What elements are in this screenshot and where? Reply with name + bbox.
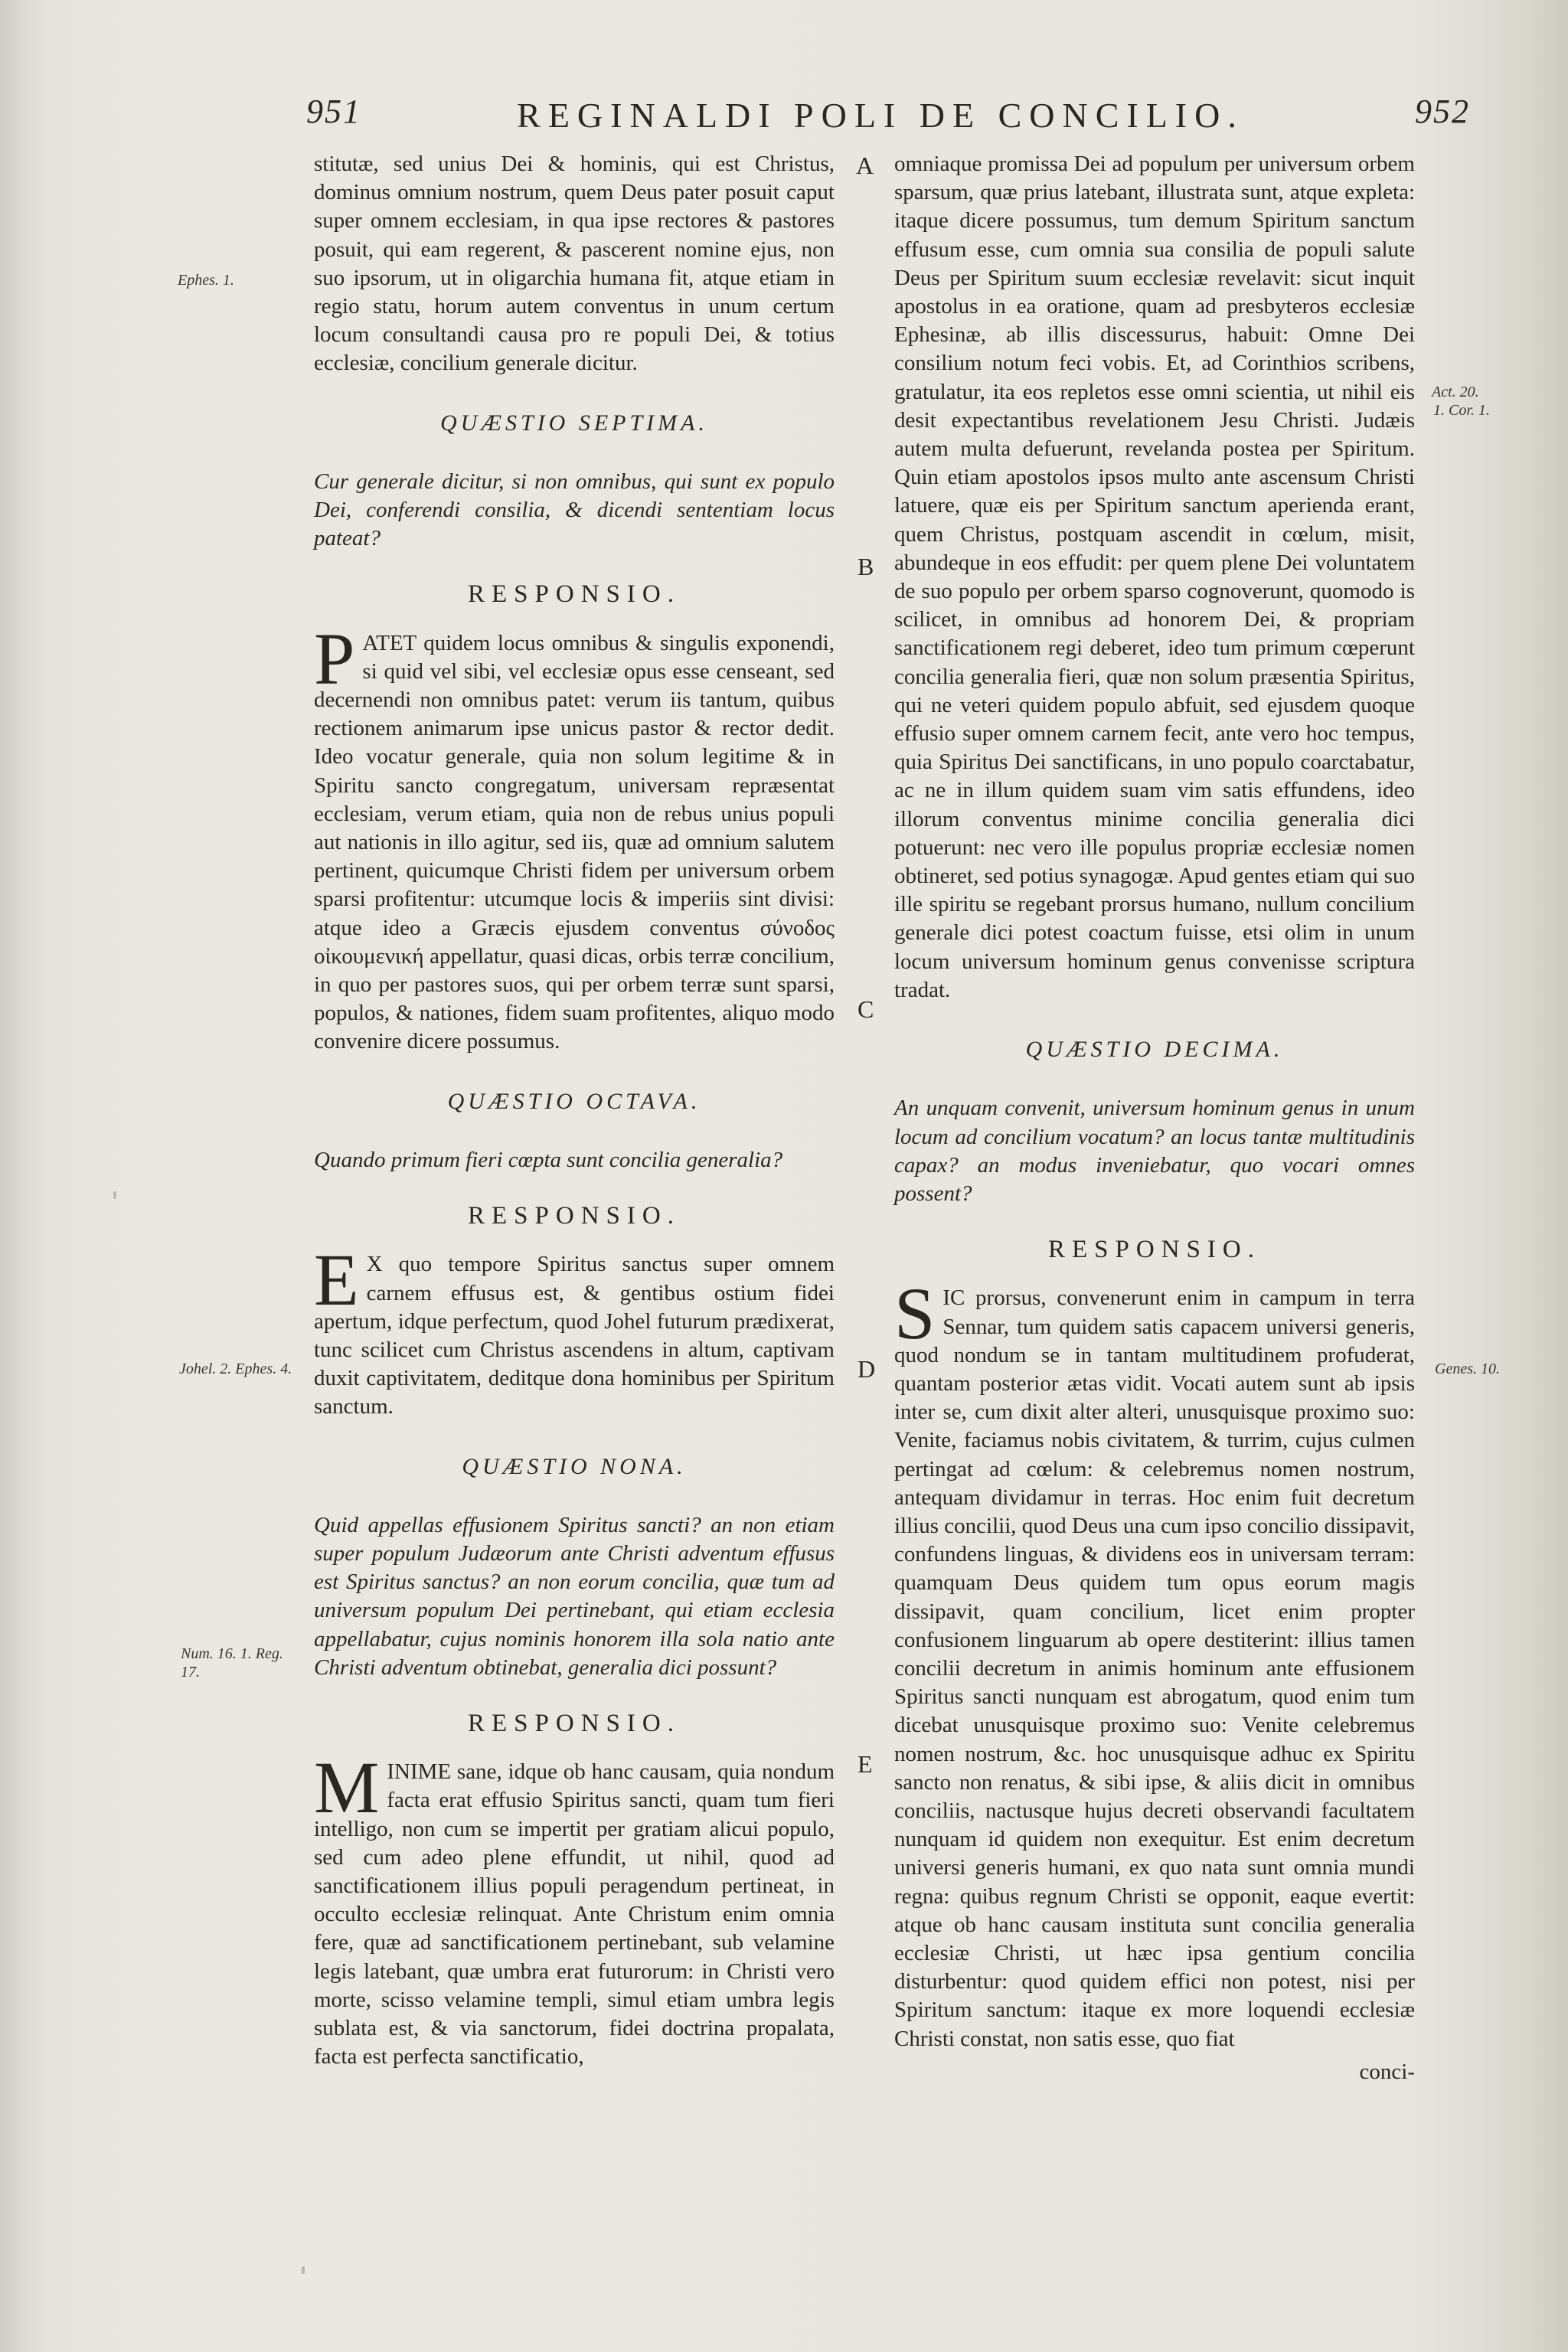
- page-number-left: 951: [306, 93, 361, 130]
- question-10-title: QUÆSTIO DECIMA.: [1025, 1037, 1284, 1063]
- question-10-text: An unquam convenit, universum hominum genus in unum locum ad concilium vocatum? an locus tantæ multitudinis capax? an modus inveniebatur, quo vocari omnes possent?: [894, 1096, 1415, 1206]
- section-mark-e: E: [858, 1750, 873, 1778]
- margin-note-joel: Johel. 2. Ephes. 4.: [179, 1361, 292, 1377]
- drop-cap: S: [894, 1272, 936, 1355]
- right-column: [894, 150, 1415, 2086]
- section-mark-a: A: [856, 152, 874, 179]
- response-2-title: RESPONSIO.: [468, 1202, 681, 1230]
- margin-note-num: Num. 16. 1. Reg. 17.: [181, 1645, 283, 1681]
- response-1-title: RESPONSIO.: [468, 580, 681, 609]
- question-9-text: Quid appellas effusionem Spiritus sancti? an non etiam super populum Judæorum ante Christi adventum effusus est Spiritus sanctus? an non eorum concilia, quæ tum ad universum populum Dei pertinebant, qui etiam ecclesia appellabatur, cujus nominis honorem illa sola natio ante Christi adventum obtinebat, generalia dici possunt?: [314, 1512, 835, 1680]
- margin-note-genes: Genes. 10.: [1435, 1361, 1500, 1377]
- running-head: [306, 92, 1470, 138]
- question-8-title: QUÆSTIO OCTAVA.: [447, 1088, 701, 1114]
- section-mark-c: C: [858, 995, 874, 1023]
- margin-note-act: Act. 20.: [1432, 384, 1479, 400]
- left-column: [314, 150, 835, 2071]
- response-3-title: RESPONSIO.: [468, 1709, 681, 1737]
- margin-note-cor: 1. Cor. 1.: [1433, 402, 1490, 419]
- drop-cap: M: [314, 1746, 380, 1829]
- response-1-body: [314, 617, 835, 1057]
- response-4-body: [894, 1272, 1415, 2053]
- running-title: REGINALDI POLI DE CONCILIO.: [517, 96, 1244, 135]
- response-4-title: RESPONSIO.: [1048, 1236, 1261, 1264]
- drop-cap: P: [314, 617, 355, 700]
- section-mark-d: D: [858, 1355, 876, 1383]
- paragraph: omniaque promissa Dei ad populum per universum orbem sparsum, quæ prius latebant, illustrata sunt, atque expleta: itaque dicere possumus, tum demum Spiritum sanctum effusum esse, cum omnia sua consilia de populi salute Deus per Spiritum suum ecclesiæ revelavit: sicut inquit apostolus in ea oratione, quam ad presbyteros ecclesiæ Ephesinæ, ab illis discessurus, habuit: Omne Dei consilium notum feci vobis. Et, ad Corinthios scribens, gratulatur, ita eos repletos esse omni scientia, ut nihil eis desit expectantibus revelationem Jesu Christi. Judæis autem multa defuerunt, revelanda postea per Spiritum. Quin etiam apostolos ipsos multo ante ascensum Christi latuere, quæ eis per Spiritum sanctum aperienda erant, quem Christus, postquam ascendit in cœlum, misit, abundeque in eos effudit: per quem plene Dei voluntatem de suo populo per orbem sparso cognoverunt, quomodo is scilicet, in omnibus ad honorem Dei, & propriam sanctificationem regi deberet, ideo tum primum cœperunt concilia generalia fieri, quæ non solum præsentia Spiritus, qui ne veteri quidem populo abfuit, sed ejusdem quoque effusio super omnem carnem fecit, ante vero hoc tempus, quia Spiritus Dei sanctificans, in uno populo coarctabatur, ac ne in illum quidem suam vim satis effundens, ideo illorum conventus minime concilia generalia dici potuerunt: nec vero ille populus propriæ ecclesiæ nomen obtineret, sed potius synagogæ. Apud gentes etiam qui suo ille spiritu se regebant prorsus humano, nullum concilium generale dici potest coactum fuisse, etsi olim in unum locum universum hominum genus convenisse scriptura tradat.: [894, 152, 1415, 1002]
- catchword: conci-: [1359, 2059, 1415, 2084]
- response-1-text: ATET quidem locus omnibus & singulis exponendi, si quid vel sibi, vel ecclesiæ opus esse censeant, sed decernendi non omnibus patet: verum iis tantum, quibus rectionem animarum ipse unicus pastor & rector dedit. Ideo vocatur generale, quia non solum legitime & in Spiritu sancto congregatum, universam repræsentat ecclesiam, verum etiam, quia non de rebus unius populi aut nationis in illo agitur, sed iis, quæ ad omnium salutem pertinent, quicumque Christi fidem per universum orbem sparsi profitentur: utcumque locis & imperiis sint divisi: atque ideo a Græcis ejusdem conventus σύνοδος οἰκουμενική appellatur, quasi dicas, orbis terræ concilium, in quo per pastores suos, qui per orbem terræ sunt sparsi, populos, & nationes, fidem suam profitentes, aliquo modo convenire dicere possumus.: [314, 630, 835, 1054]
- response-2-body: [314, 1239, 835, 1421]
- paper-speck: [113, 1191, 116, 1199]
- section-mark-b: B: [858, 553, 874, 580]
- drop-cap: E: [314, 1239, 359, 1321]
- question-8-text: Quando primum fieri cœpta sunt concilia generalia?: [314, 1147, 783, 1172]
- paragraph: stitutæ, sed unius Dei & hominis, qui est Christus, dominus omnium nostrum, quem Deus pater posuit caput super omnem ecclesiam, in qua ipse rectores & pastores posuit, qui eam regerent, & pascerent nomine ejus, non suo ipsorum, ut in oligarchia humana fit, atque etiam in regio statu, horum autem conventus in unum certum locum consultandi causa pro re populi Dei, & totius ecclesiæ, concilium generale dicitur.: [314, 152, 835, 376]
- page-number-right: 952: [1415, 93, 1470, 130]
- question-9-title: QUÆSTIO NONA.: [462, 1453, 687, 1479]
- response-2-text: X quo tempore Spiritus sanctus super omnem carnem effusus est, & gentibus ostium fidei apertum, idque perfectum, quod Johel futurum prædixerat, tunc scilicet cum Christus ascendens in altum, captivam duxit captivitatem, deditque dona hominibus per Spiritum sanctum.: [314, 1252, 835, 1419]
- margin-note-ephes: Ephes. 1.: [178, 272, 234, 289]
- response-3-text: INIME sane, idque ob hanc causam, quia nondum facta erat effusio Spiritus sancti, quam tum fieri intelligo, non cum se impertit per gratiam alicui populo, sed cum adeo plene effundit, ut nihil, quod ad sanctificationem illius populi peragendum pertineat, in occulto ecclesiæ relinquat. Ante Christum enim omnia fere, quæ ad sanctificationem pertinebant, sub velamine legis latebant, quæ umbra erat futurorum: in Christi vero morte, scisso velamine templi, simul etiam umbra legis sublata est, & via sanctorum, fidei doctrina propalata, facta est perfecta sanctificatio,: [314, 1759, 835, 2069]
- question-7-text: Cur generale dicitur, si non omnibus, qui sunt ex populo Dei, conferendi consilia, & dicendi sententiam locus pateat?: [314, 469, 835, 551]
- paper-speck: [302, 2266, 305, 2274]
- response-3-body: [314, 1746, 835, 2071]
- question-7-title: QUÆSTIO SEPTIMA.: [440, 410, 708, 436]
- response-4-text: IC prorsus, convenerunt enim in campum in terra Sennar, tum quidem satis capacem universi generis, quod nondum se in tantam multitudinem profuderat, quantam posterior ætas vidit. Vocati autem sunt ab ipsis inter se, cum dixit alter alteri, unusquisque proximo suo: Venite, faciamus nobis civitatem, & turrim, cujus culmen pertingat ad cœlum: & celebremus nomen nostrum, antequam dividamur in terras. Hoc enim fuit decretum illius concilii, quod Deus una cum ipso concilio dissipavit, confundens linguas, & dividens eos in universam terram: quamquam Deus quidem tum opus eorum magis dissipavit, quam concilium, licet enim propter confusionem linguarum ab opere destiterint: illius tamen concilii decretum in animis hominum ante effusionem Spiritus sancti nunquam est abrogatum, quod enim tum dicebat unusquisque proximo suo: Venite celebremus nomen nostrum, &c. hoc unusquisque adhuc ex Spiritu sancto non renatus, & sibi ipse, & aliis dicit in omnibus conciliis, nactusque hujus decreti observandi facultatem nunquam id quidem non exequitur. Est enim decretum universi generis humani, ex quo nata sunt omnia mundi regna: quibus regnum Christi se opponit, eaque evertit: atque ob hanc causam instituta sunt concilia generalia ecclesiæ Christi, ut hæc ipsa gentium concilia disturbentur: quod quidem effici non potest, nisi per Spiritum sanctum: itaque ex more loquendi ecclesiæ Christi constat, non satis esse, quo fiat: [894, 1285, 1415, 2051]
